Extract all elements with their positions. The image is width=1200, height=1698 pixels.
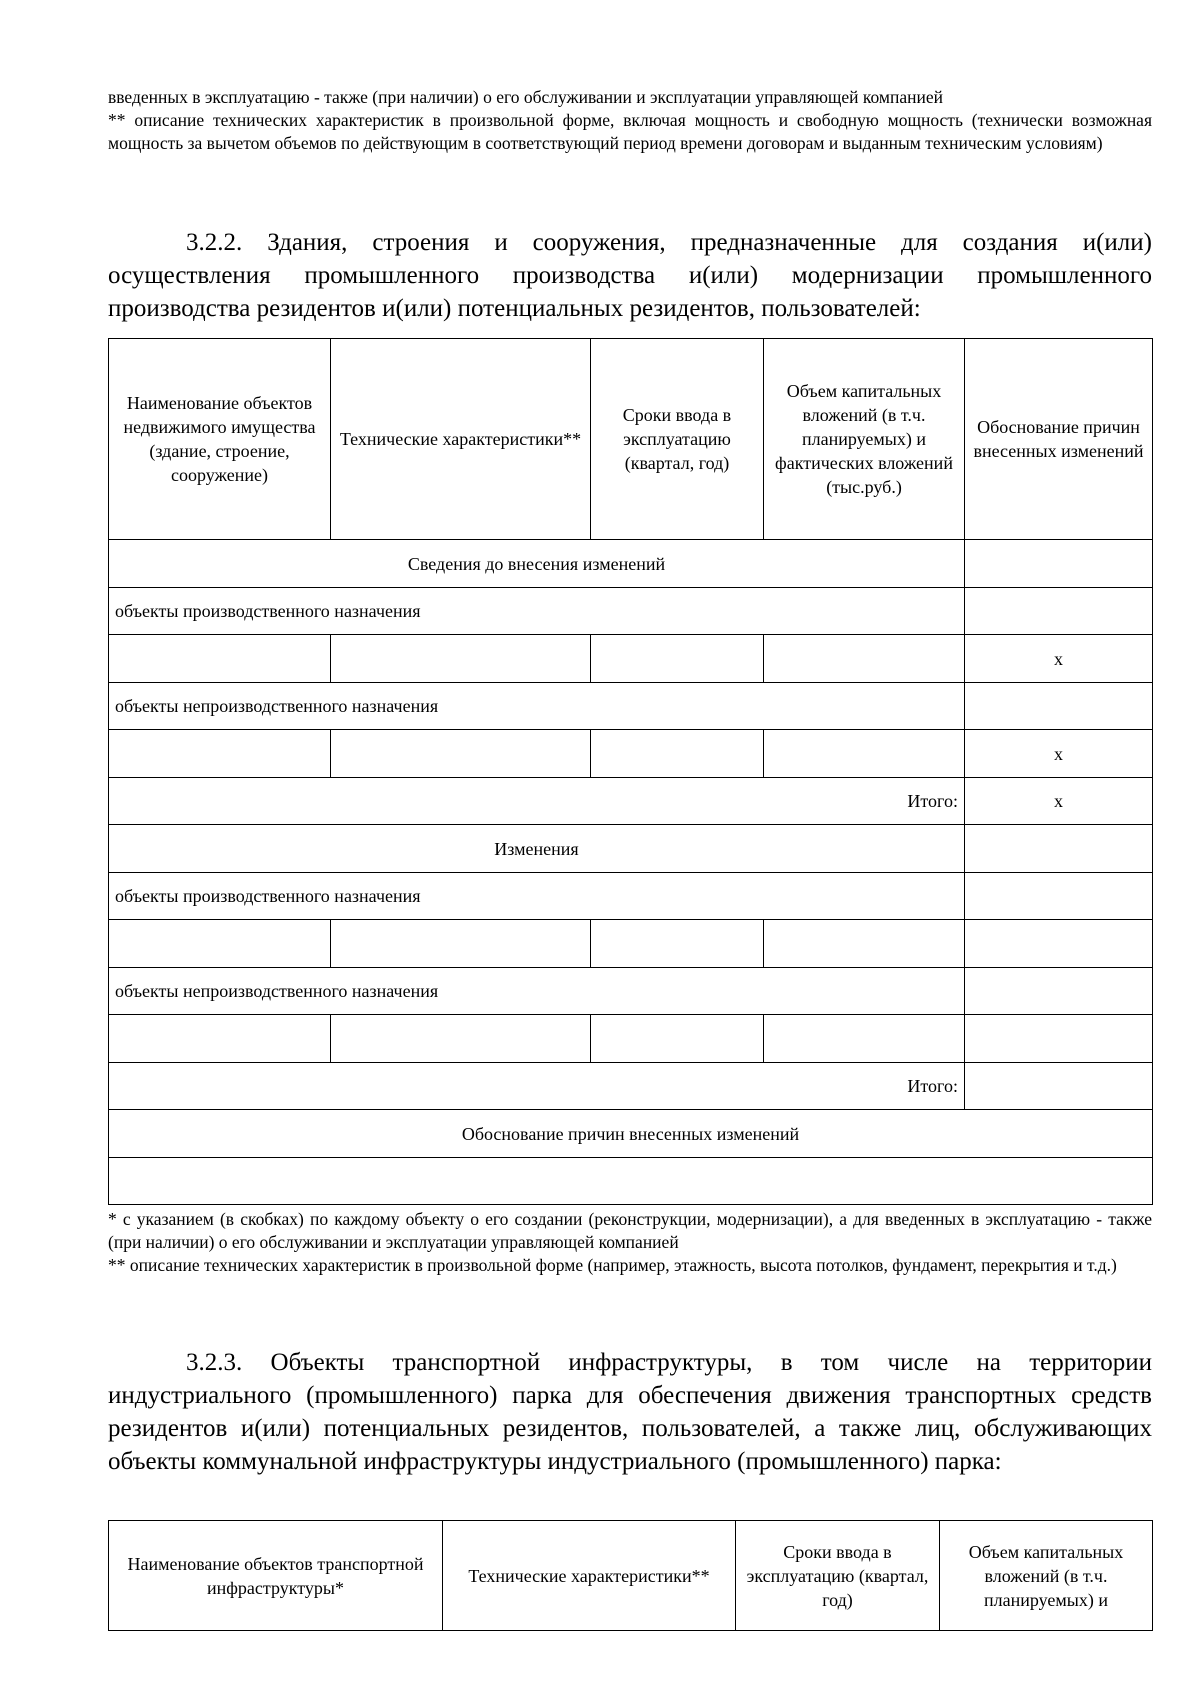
- header-justification: Обоснование причин внесенных изменений: [965, 339, 1153, 540]
- table-row: [109, 1110, 1153, 1158]
- header-capital-investment: Объем капитальных вложений (в т.ч. планируемых) и: [940, 1521, 1153, 1631]
- table-cell: [965, 588, 1153, 635]
- x-mark: x: [965, 730, 1153, 778]
- section-changes: Изменения: [109, 825, 965, 873]
- header-commissioning-date: Сроки ввода в эксплуатацию (квартал, год): [736, 1521, 940, 1631]
- header-object-name: Наименование объектов недвижимого имущества (здание, строение, сооружение): [109, 339, 331, 540]
- table-cell: [109, 920, 331, 968]
- note-tech-characteristics: ** описание технических характеристик в произвольной форме, включая мощность и свободную мощность (технически возможная мощность за вычетом объемов по действующим в соответствующий период времени договорам и выданным техническим условиям): [108, 110, 1152, 153]
- top-notes: [108, 86, 1152, 155]
- table-cell: [965, 825, 1153, 873]
- category-production: объекты производственного назначения: [109, 588, 965, 635]
- table-header-row: [109, 1521, 1153, 1631]
- table-cell: [591, 730, 764, 778]
- category-nonproduction: объекты непроизводственного назначения: [109, 968, 965, 1015]
- header-tech-characteristics: Технические характеристики**: [331, 339, 591, 540]
- table-cell: [331, 920, 591, 968]
- table-row: [109, 540, 1153, 588]
- header-commissioning-date: Сроки ввода в эксплуатацию (квартал, год): [591, 339, 764, 540]
- x-mark: x: [965, 778, 1153, 825]
- table-cell: [965, 1063, 1153, 1110]
- table-cell: [331, 1015, 591, 1063]
- table-row: [109, 635, 1153, 683]
- section-before-changes: Сведения до внесения изменений: [109, 540, 965, 588]
- table-row: [109, 873, 1153, 920]
- table-cell: [965, 540, 1153, 588]
- table-row: [109, 1063, 1153, 1110]
- table-cell: [331, 635, 591, 683]
- note-tech-examples: ** описание технических характеристик в произвольной форме (например, этажность, высота потолков, фундамент, перекрытия и т.д.): [108, 1255, 1117, 1275]
- table-cell: [109, 1015, 331, 1063]
- table-row: [109, 778, 1153, 825]
- table-cell: [764, 635, 965, 683]
- table-cell: [331, 730, 591, 778]
- table-row: [109, 588, 1153, 635]
- table-cell: [965, 1015, 1153, 1063]
- table-row: [109, 968, 1153, 1015]
- table-header-row: [109, 339, 1153, 540]
- table-cell: [109, 730, 331, 778]
- total-label: Итого:: [109, 1063, 965, 1110]
- table-cell: [109, 635, 331, 683]
- section-322-heading: 3.2.2. Здания, строения и сооружения, предназначенные для создания и(или) осуществления промышленного производства и(или) модернизации промышленного производства резидентов и(или) потенциальных резидентов, пользователей:: [108, 229, 1152, 322]
- table-cell: [965, 920, 1153, 968]
- table-row: [109, 920, 1153, 968]
- table-cell: [591, 920, 764, 968]
- section-323-heading: 3.2.3. Объекты транспортной инфраструктуры, в том числе на территории индустриального (промышленного) парка для обеспечения движения транспортных средств резидентов и(или) потенциальных резидентов, пользователей, а также лиц, обслуживающих объекты коммунальной инфраструктуры индустриального (промышленного) парка:: [108, 1349, 1152, 1475]
- table-cell: [764, 920, 965, 968]
- table-row: [109, 730, 1153, 778]
- table-row: [109, 1015, 1153, 1063]
- total-label: Итого:: [109, 778, 965, 825]
- justification-cell: [109, 1158, 1153, 1205]
- category-nonproduction: объекты непроизводственного назначения: [109, 683, 965, 730]
- table-cell: [965, 968, 1153, 1015]
- note-object-creation: * с указанием (в скобках) по каждому объекту о его создании (реконструкции, модернизации), а для введенных в эксплуатацию - также (при наличии) о его обслуживании и эксплуатации управляющей компанией: [108, 1209, 1152, 1252]
- bottom-notes: [108, 1208, 1152, 1277]
- table-cell: [591, 1015, 764, 1063]
- table-row: [109, 1158, 1153, 1205]
- table-cell: [965, 683, 1153, 730]
- x-mark: x: [965, 635, 1153, 683]
- note-managing-company: введенных в эксплуатацию - также (при наличии) о его обслуживании и эксплуатации управляющей компанией: [108, 87, 943, 107]
- table-cell: [764, 1015, 965, 1063]
- table-cell: [591, 635, 764, 683]
- justification-title: Обоснование причин внесенных изменений: [109, 1110, 1153, 1158]
- table-cell: [965, 873, 1153, 920]
- buildings-table: [108, 338, 1153, 1205]
- table-cell: [764, 730, 965, 778]
- category-production: объекты производственного назначения: [109, 873, 965, 920]
- header-transport-object-name: Наименование объектов транспортной инфраструктуры*: [109, 1521, 443, 1631]
- table-row: [109, 825, 1153, 873]
- header-tech-characteristics: Технические характеристики**: [443, 1521, 736, 1631]
- transport-table: [108, 1520, 1153, 1631]
- header-capital-investment: Объем капитальных вложений (в т.ч. планируемых) и фактических вложений (тыс.руб.): [764, 339, 965, 540]
- table-row: [109, 683, 1153, 730]
